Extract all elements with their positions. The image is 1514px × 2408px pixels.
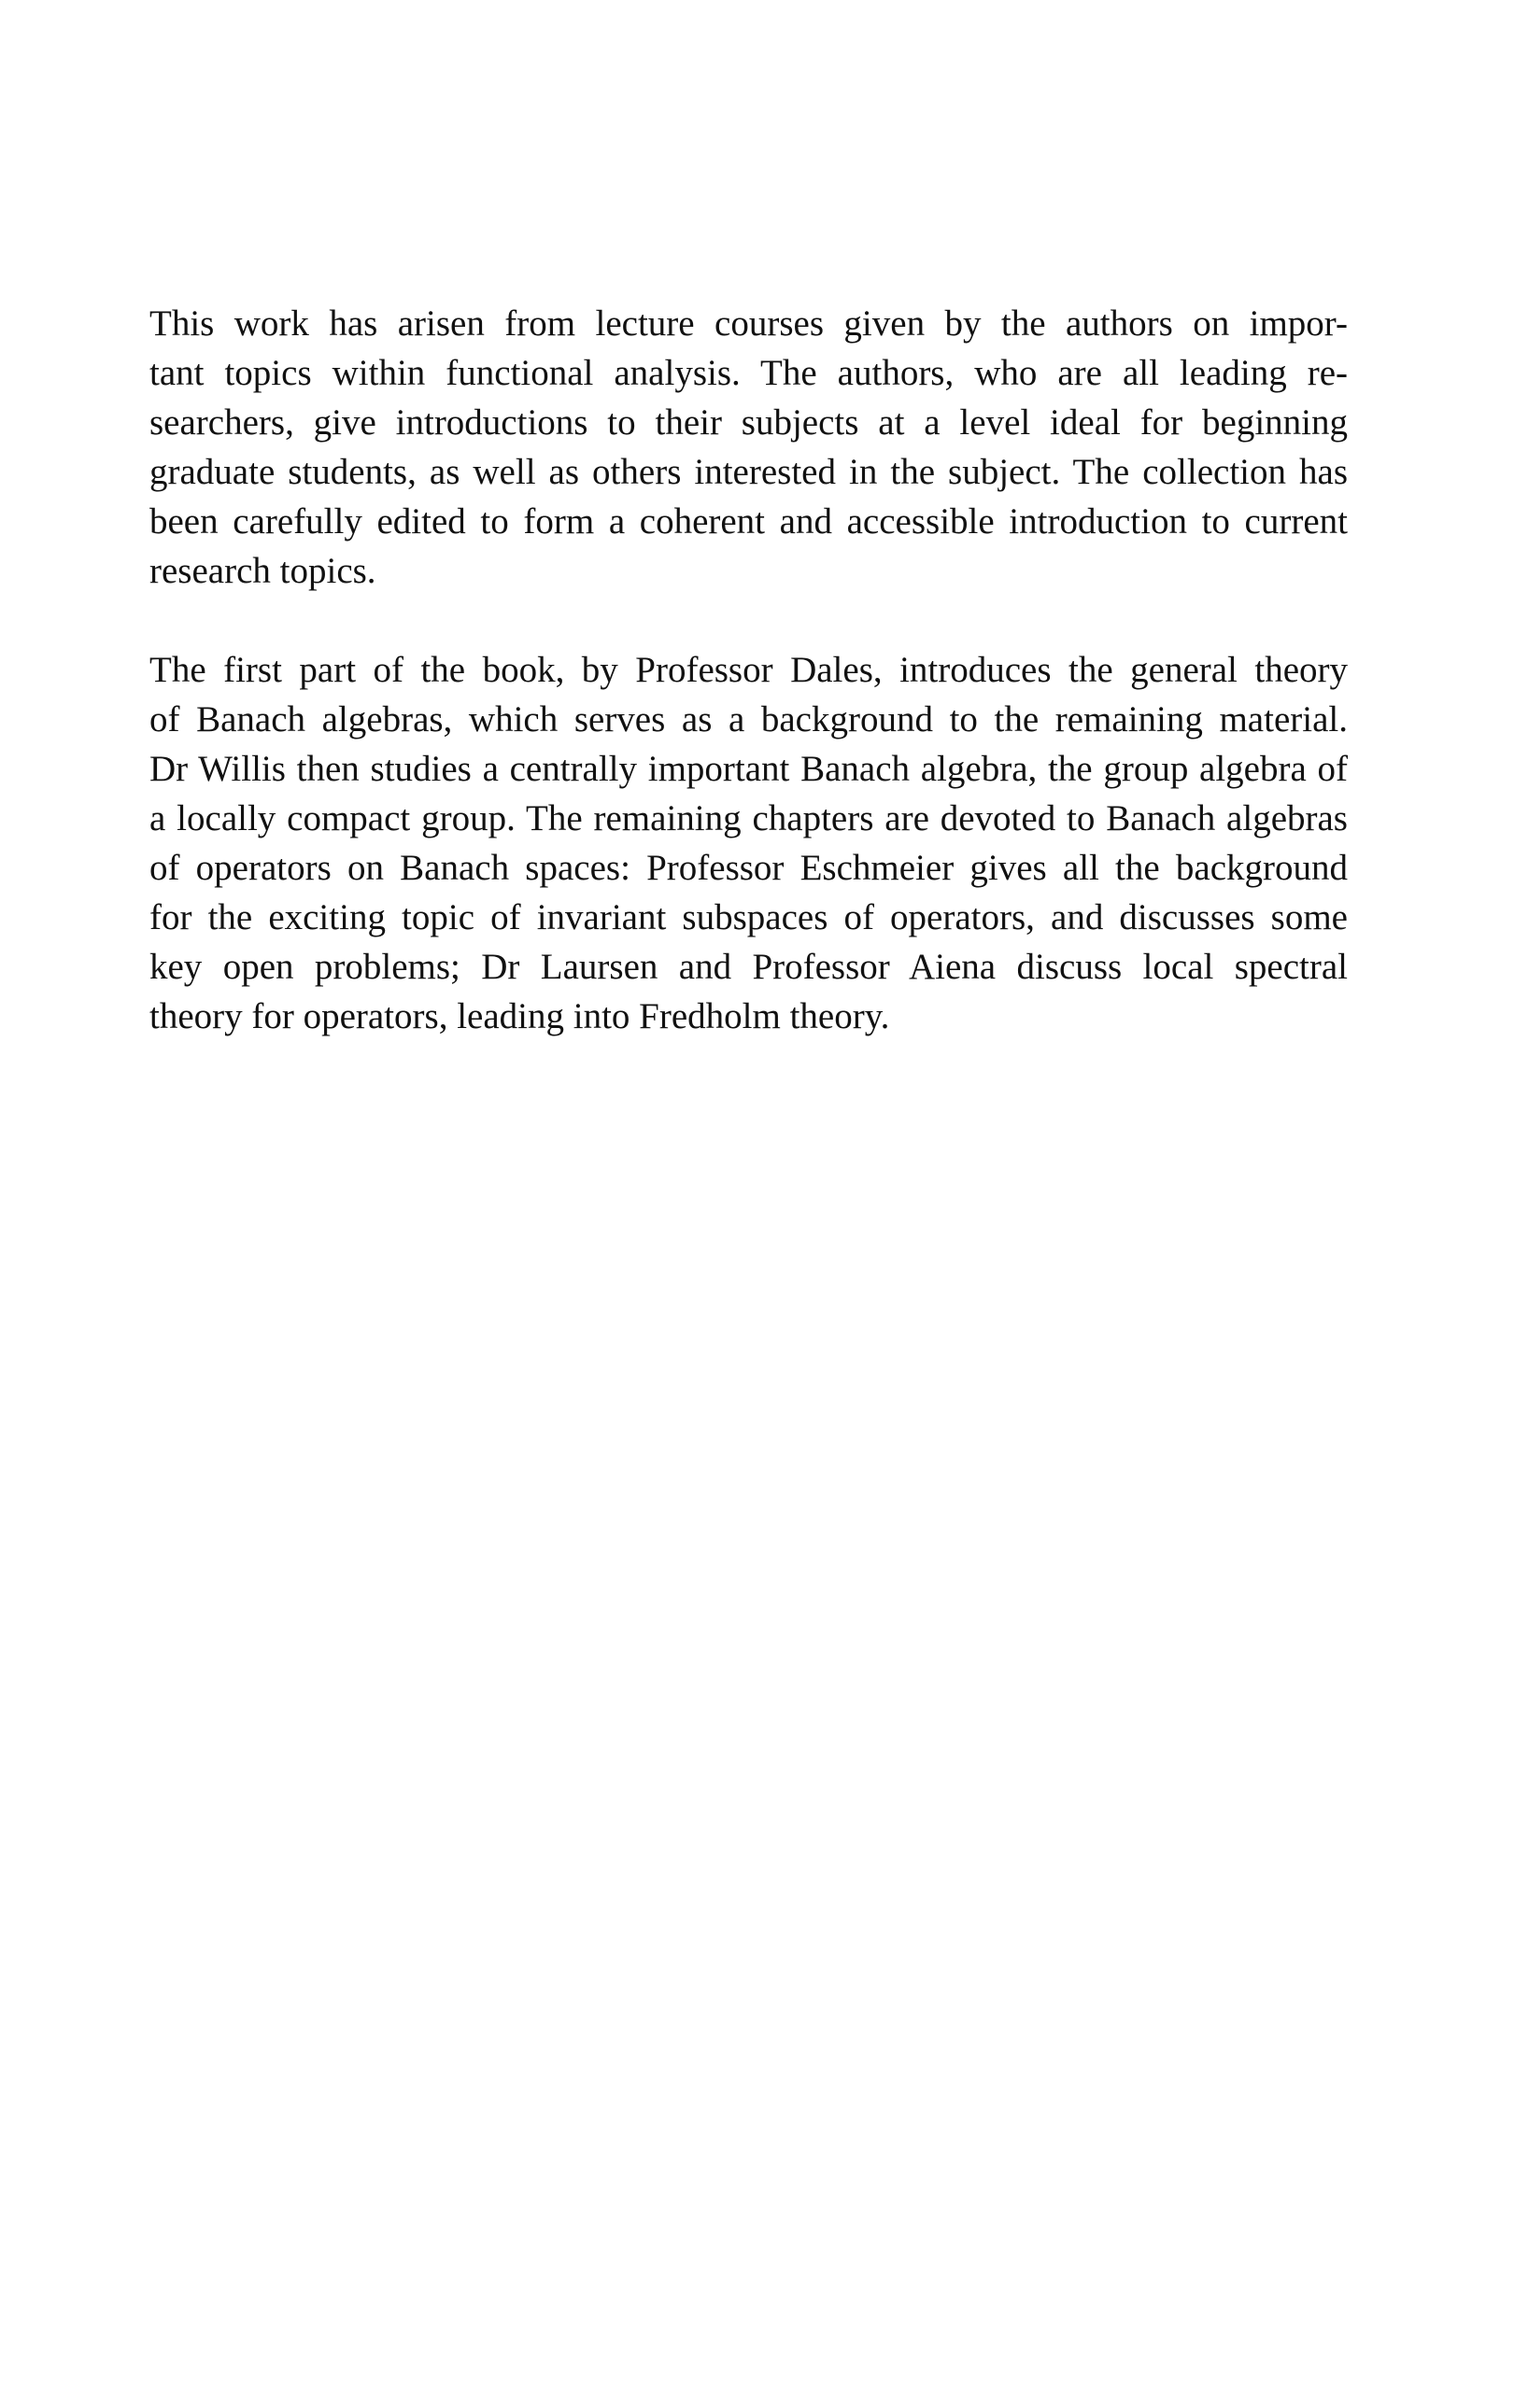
text-line: Dr Willis then studies a centrally important Banach algebra, the group algebra of (149, 749, 1348, 789)
text-line: The first part of the book, by Professor Dales, introduces the general theory (149, 650, 1348, 690)
text-line: graduate students, as well as others interested in the subject. The collection has (149, 452, 1348, 492)
text-line: of Banach algebras, which serves as a background to the remaining material. (149, 699, 1348, 739)
paragraph-contents (149, 645, 1348, 1041)
text-line: research topics. (149, 551, 376, 591)
blurb-text (149, 299, 1348, 1091)
text-line: searchers, give introductions to their subjects at a level ideal for beginning (149, 402, 1348, 443)
text-line: tant topics within functional analysis. The authors, who are all leading re- (149, 353, 1348, 393)
text-line: key open problems; Dr Laursen and Professor Aiena discuss local spectral (149, 947, 1348, 987)
text-line: of operators on Banach spaces: Professor Eschmeier gives all the background (149, 848, 1348, 888)
text-line: a locally compact group. The remaining chapters are devoted to Banach algebras (149, 798, 1348, 838)
text-line: This work has arisen from lecture courses given by the authors on impor- (149, 303, 1348, 344)
text-line: theory for operators, leading into Fredholm theory. (149, 996, 890, 1036)
text-line: been carefully edited to form a coherent and accessible introduction to current (149, 501, 1348, 542)
paragraph-intro (149, 299, 1348, 596)
text-line: for the exciting topic of invariant subspaces of operators, and discusses some (149, 897, 1348, 937)
